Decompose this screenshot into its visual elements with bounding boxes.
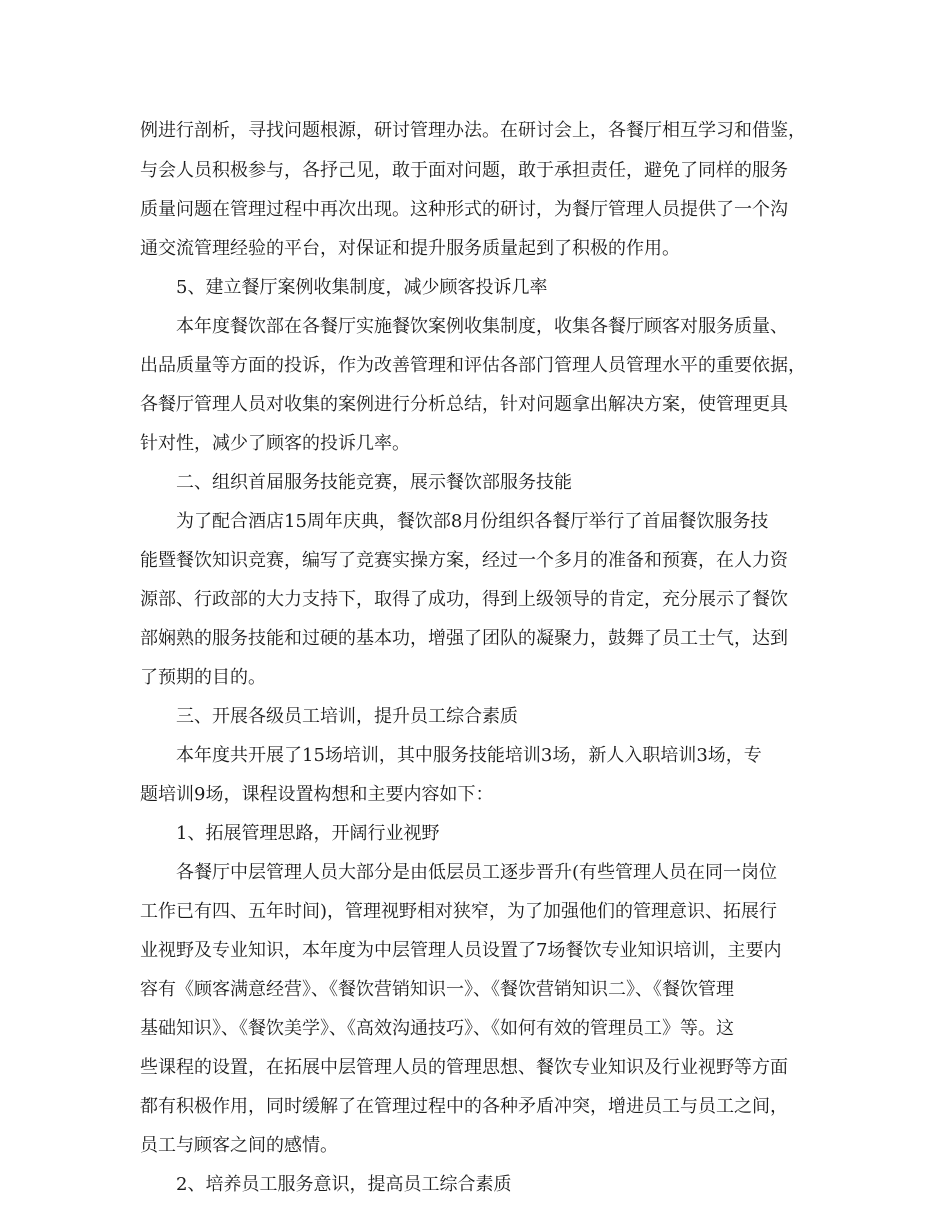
paragraph-line: 本年度餐饮部在各餐厅实施餐饮案例收集制度，收集各餐厅顾客对服务质量、 xyxy=(176,316,788,337)
paragraph-line: 题培训9场，课程设置构想和主要内容如下： xyxy=(140,784,494,805)
paragraph-line: 员工与顾客之间的感情。 xyxy=(140,1135,338,1156)
section-heading: 2、培养员工服务意识，提高员工综合素质 xyxy=(176,1174,512,1195)
paragraph-line: 些课程的设置，在拓展中层管理人员的管理思想、餐饮专业知识及行业视野等方面 xyxy=(140,1057,788,1078)
paragraph-line: 质量问题在管理过程中再次出现。这种形式的研讨，为餐厅管理人员提供了一个沟 xyxy=(140,199,788,220)
paragraph-line: 各餐厅中层管理人员大部分是由低层员工逐步晋升(有些管理人员在同一岗位 xyxy=(176,862,778,883)
paragraph-line: 部娴熟的服务技能和过硬的基本功，增强了团队的凝聚力，鼓舞了员工士气，达到 xyxy=(140,628,788,649)
section-heading: 三、开展各级员工培训，提升员工综合素质 xyxy=(176,706,518,727)
paragraph-line: 基础知识》、《餐饮美学》、《高效沟通技巧》、《如何有效的管理员工》等。这 xyxy=(140,1018,734,1039)
paragraph-line: 本年度共开展了15场培训，其中服务技能培训3场，新人入职培训3场，专 xyxy=(176,745,762,766)
paragraph-line: 出品质量等方面的投诉，作为改善管理和评估各部门管理人员管理水平的重要依据， xyxy=(140,355,806,376)
paragraph-line: 业视野及专业知识，本年度为中层管理人员设置了7场餐饮专业知识培训，主要内 xyxy=(140,940,782,961)
paragraph-line: 容有《顾客满意经营》、《餐饮营销知识一》、《餐饮营销知识二》、《餐饮管理 xyxy=(140,979,734,1000)
paragraph-line: 能暨餐饮知识竞赛，编写了竞赛实操方案，经过一个多月的准备和预赛，在人力资 xyxy=(140,550,788,571)
paragraph-line: 都有积极作用，同时缓解了在管理过程中的各种矛盾冲突，增进员工与员工之间， xyxy=(140,1096,788,1117)
paragraph-line: 工作已有四、五年时间)，管理视野相对狭窄，为了加强他们的管理意识、拓展行 xyxy=(140,901,778,922)
paragraph-line: 了预期的目的。 xyxy=(140,667,266,688)
section-heading: 二、组织首届服务技能竞赛，展示餐饮部服务技能 xyxy=(176,472,572,493)
paragraph-line: 各餐厅管理人员对收集的案例进行分析总结，针对问题拿出解决方案，使管理更具 xyxy=(140,394,788,415)
paragraph-line: 通交流管理经验的平台，对保证和提升服务质量起到了积极的作用。 xyxy=(140,238,680,259)
paragraph-line: 源部、行政部的大力支持下，取得了成功，得到上级领导的肯定，充分展示了餐饮 xyxy=(140,589,788,610)
paragraph-line: 为了配合酒店15周年庆典，餐饮部8月份组织各餐厅举行了首届餐饮服务技 xyxy=(176,511,769,532)
section-heading: 5、建立餐厅案例收集制度，减少顾客投诉几率 xyxy=(176,277,548,298)
paragraph-line: 针对性，减少了顾客的投诉几率。 xyxy=(140,433,410,454)
paragraph-line: 例进行剖析，寻找问题根源，研讨管理办法。在研讨会上，各餐厅相互学习和借鉴， xyxy=(140,120,806,141)
section-heading: 1、拓展管理思路，开阔行业视野 xyxy=(176,823,440,844)
paragraph-line: 与会人员积极参与，各抒己见，敢于面对问题，敢于承担责任，避免了同样的服务 xyxy=(140,160,788,181)
